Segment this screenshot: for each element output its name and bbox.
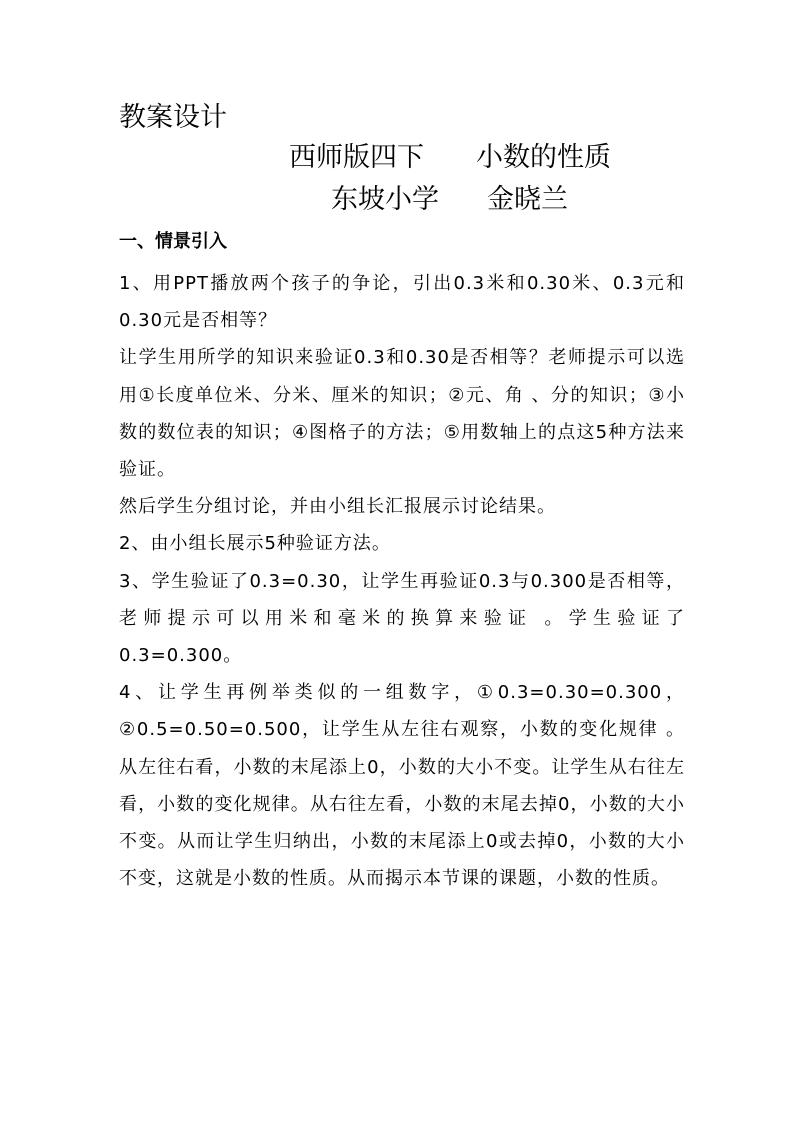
paragraph: 1、用PPT播放两个孩子的争论，引出0.3米和0.30米、0.3元和0.30元是否相等？ bbox=[119, 273, 685, 332]
subtitle-textbook-lesson bbox=[289, 140, 611, 176]
document-title: 教案设计 bbox=[119, 102, 227, 133]
lesson-name: 小数的性质 bbox=[476, 142, 611, 173]
paragraph: 2、由小组长展示5种验证方法。 bbox=[119, 533, 391, 555]
paragraph: 让学生用所学的知识来验证0.3和0.30是否相等？老师提示可以选用①长度单位米、分米、厘米的知识；②元、角 、分的知识；③小数的数位表的知识；④图格子的方法；⑤用数轴上的点这5种方法来验证。 bbox=[119, 347, 685, 481]
paragraph: 4、让学生再例举类似的一组数字，①0.3=0.30=0.300，②0.5=0.50=0.500，让学生从左往右观察，小数的变化规律 。从左往右看，小数的末尾添上0，小数的大小不变。让学生从右往左看，小数的变化规律。从右往左看，小数的末尾去掉0，小数的大小不变。从而让学生归纳出，小数的末尾添上0或去掉0，小数的大小不变，这就是小数的性质。从而揭示本节课的课题，小数的性质。 bbox=[119, 682, 685, 890]
school-name: 东坡小学 bbox=[331, 184, 439, 215]
section-heading: 一、情景引入 bbox=[119, 231, 227, 252]
section-body bbox=[119, 265, 685, 897]
paragraph: 3、学生验证了0.3=0.30，让学生再验证0.3与0.300是否相等，老师提示可以用米和毫米的换算来验证 。学生验证了0.3=0.300。 bbox=[119, 570, 685, 667]
textbook-name: 西师版四下 bbox=[289, 142, 424, 173]
teacher-name: 金晓兰 bbox=[487, 184, 568, 215]
paragraph: 然后学生分组讨论，并由小组长汇报展示讨论结果。 bbox=[119, 496, 556, 518]
subtitle-school-teacher bbox=[331, 182, 568, 218]
